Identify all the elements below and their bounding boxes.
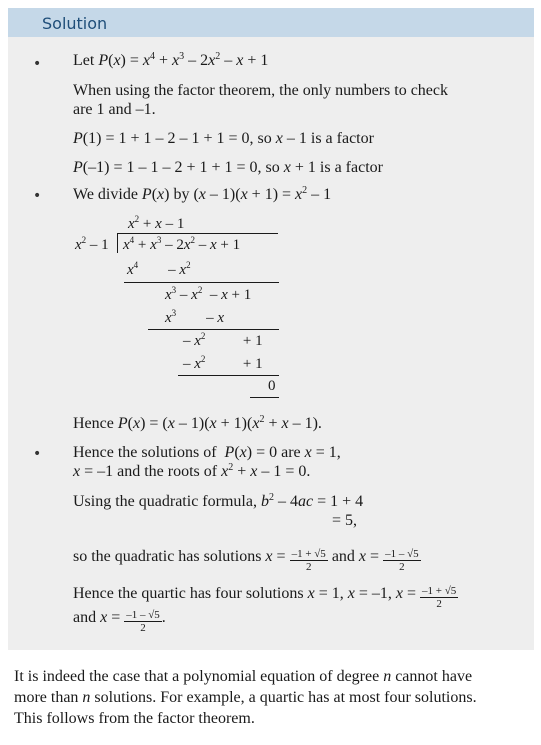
- line-hence-factorised: Hence $P(x) = (x - 1)(x + 1)(x^2 + x - 1)$.: [73, 414, 322, 432]
- bullet-2: •: [33, 188, 42, 204]
- division-line-3: [178, 375, 279, 376]
- line-discriminant: = 5,: [332, 512, 358, 529]
- division-line-2: [148, 329, 279, 330]
- fraction-minus: $\frac{-1 - √5}{2}$: [385, 548, 419, 573]
- fraction-plus-2: $\frac{-1 + √5}{2}$: [422, 585, 457, 610]
- paragraph-line-2: more than n solutions. For example, a quartic has at most four solutions.: [14, 689, 477, 706]
- line-divide: We divide P(x) by $(x - 1)(x + 1) = x^2 - 1$: [73, 185, 332, 203]
- division-line-1: [124, 282, 279, 283]
- solution-title: Solution: [42, 14, 108, 33]
- division-row-2: $x^3 - x^2 - x + 1$: [165, 285, 252, 303]
- division-row-1: $x^4$ – $x^2$: [127, 260, 191, 278]
- division-bar: [118, 233, 278, 234]
- fraction-minus-2: $\frac{-1 - √5}{2}$: [126, 609, 160, 634]
- line-quadratic-solutions: so the quadratic has solutions x = $\frac{-1 + √5}{2}$ and x = $\frac{-1 - √5}{2}$: [73, 548, 419, 573]
- solution-header: [8, 8, 534, 37]
- paragraph-line-1: It is indeed the case that a polynomial equation of degree n cannot have: [14, 668, 473, 685]
- division-quotient: $x^2 + x - 1$: [128, 214, 185, 232]
- line-quartic-solutions-b: and x = $\frac{-1 - √5}{2}$ .: [73, 609, 166, 634]
- division-row-3: $x^3$ – x: [165, 308, 225, 326]
- line-quartic-solutions-a: Hence the quartic has four solutions x = 1, x = –1, x = $\frac{-1 + √5}{2}$: [73, 585, 457, 610]
- paragraph-line-3: This follows from the factor theorem.: [14, 710, 255, 727]
- line-solutions-b: x = –1 and the roots of $x^2 + x - 1 = 0$.: [73, 462, 311, 480]
- line-p-of-minus-1: P(–1) = 1 – 1 – 2 + 1 + 1 = 0, so x + 1 is a factor: [73, 159, 383, 176]
- division-line-4: [250, 397, 279, 398]
- line-let-p: Let $P(x) = x^4 + x^3 - 2x^2 - x + 1$: [73, 51, 269, 69]
- line-solutions-a: Hence the solutions of P(x) = 0 are x = 1,: [73, 444, 341, 461]
- line-p-of-1: P(1) = 1 + 1 – 2 – 1 + 1 = 0, so x – 1 is a factor: [73, 130, 374, 147]
- division-row-5: – $x^2$ + 1: [183, 354, 263, 372]
- line-quadratic-formula: Using the quadratic formula, $b^2 - 4ac = 1 + 4$: [73, 492, 364, 510]
- bullet-3: •: [33, 446, 42, 462]
- division-divisor: $x^2 - 1$: [75, 235, 109, 253]
- division-remainder: 0: [268, 378, 276, 394]
- line-factor-theorem-b: are 1 and –1.: [73, 101, 156, 118]
- line-factor-theorem-a: When using the factor theorem, the only numbers to check: [73, 82, 448, 99]
- division-dividend: $x^4 + x^3 - 2x^2 - x + 1$: [123, 235, 241, 253]
- division-row-4: – $x^2$ + 1: [183, 331, 263, 349]
- division-bracket: [117, 233, 118, 253]
- fraction-plus: $\frac{-1 + √5}{2}$: [291, 548, 326, 573]
- bullet-1: •: [33, 56, 42, 72]
